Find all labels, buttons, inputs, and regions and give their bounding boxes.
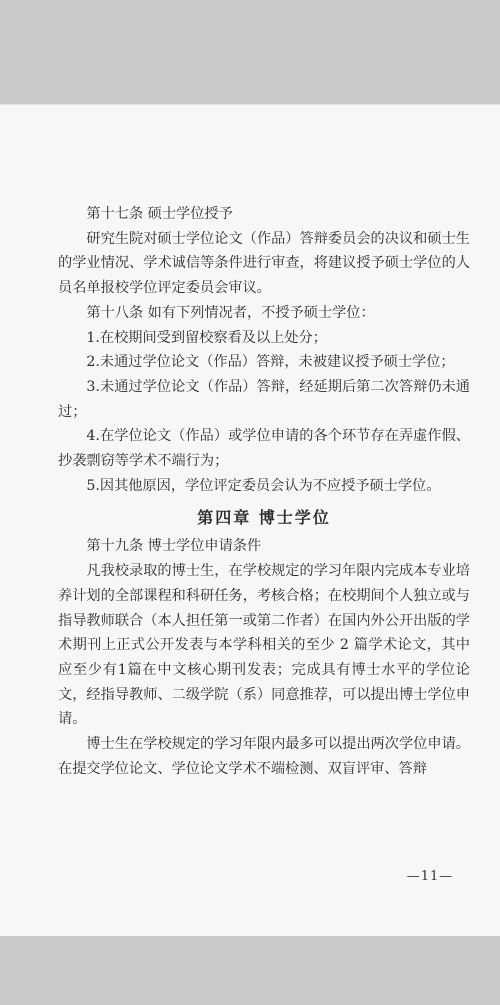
list-item-2: 2.未通过学位论文（作品）答辩，未被建议授予硕士学位； xyxy=(86,354,455,371)
article-19-heading: 第十九条 博士学位申请条件 xyxy=(86,538,262,555)
list-item-5: 5.因其他原因，学位评定委员会认为不应授予硕士学位。 xyxy=(86,477,441,494)
article-19-body: 凡我校录取的博士生，在学校规定的学习年限内完成本专业培养计划的全部课程和科研任务，考核合格；在校期间个人独立或与指导教师联合（本人担任第一或第二作者）在国内外公开出版的学术期刊上正式公开发表与本学科相关的至少 2 篇学术论文，其中应至少有1篇在中文核心期刊发表；完成具有博士水平的学位论文，经指导教师、二级学院（系）同意推荐，可以提出博士学位申请。 xyxy=(58,563,470,728)
document-body xyxy=(58,202,470,781)
article-19-body-2: 博士生在学校规定的学习年限内最多可以提出两次学位申请。在提交学位论文、学位论文学术不端检测、双盲评审、答辩 xyxy=(58,736,470,777)
list-item-4: 4.在学位论文（作品）或学位申请的各个环节存在弄虚作假、抄袭剽窃等学术不端行为； xyxy=(58,428,470,470)
chapter-title: 第四章 博士学位 xyxy=(197,508,331,528)
article-17-body: 研究生院对硕士学位论文（作品）答辩委员会的决议和硕士生的学业情况、学术诚信等条件进行审查，将建议授予硕士学位的人员名单报校学位评定委员会审议。 xyxy=(58,230,470,297)
list-item-3: 3.未通过学位论文（作品）答辩，经延期后第二次答辩仍未通过； xyxy=(58,378,470,420)
page-number: —11— xyxy=(406,869,454,884)
article-18-heading: 第十八条 如有下列情况者，不授予硕士学位： xyxy=(86,304,375,321)
list-item-1: 1.在校期间受到留校察看及以上处分； xyxy=(86,329,327,346)
article-17-heading: 第十七条 硕士学位授予 xyxy=(86,206,233,222)
document-page xyxy=(0,104,500,936)
